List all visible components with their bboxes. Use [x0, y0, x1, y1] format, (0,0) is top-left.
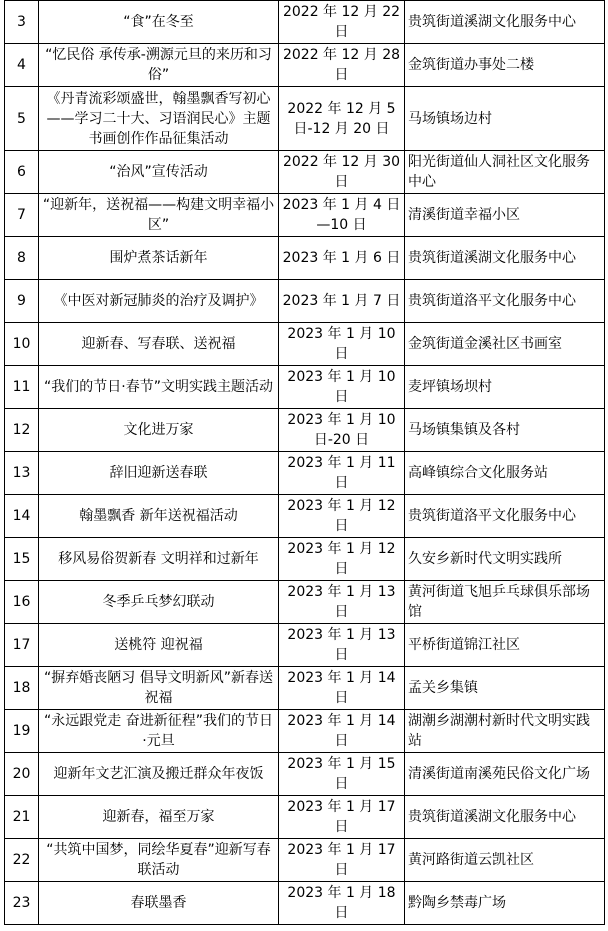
event-date: 2023 年 1 月 4 日—10 日: [279, 194, 405, 237]
event-location: 贵筑街道溪湖文化服务中心: [405, 237, 605, 280]
event-location: 马场镇场边村: [405, 87, 605, 151]
event-location: 麦坪镇场坝村: [405, 366, 605, 409]
table-row: [5, 323, 605, 366]
event-name: “治风”宣传活动: [39, 151, 279, 194]
event-date: 2023 年 1 月 12 日: [279, 538, 405, 581]
event-location: 金筑街道金溪社区书画室: [405, 323, 605, 366]
event-name: 迎新年文艺汇演及搬迁群众年夜饭: [39, 753, 279, 796]
row-number: 17: [5, 624, 39, 667]
row-number: 4: [5, 44, 39, 87]
table-row: [5, 538, 605, 581]
event-location: 清溪街道南溪苑民俗文化广场: [405, 753, 605, 796]
event-name: 移风易俗贺新春 文明祥和过新年: [39, 538, 279, 581]
event-name: 文化进万家: [39, 409, 279, 452]
event-name: 围炉煮茶话新年: [39, 237, 279, 280]
table-row: [5, 44, 605, 87]
event-location: 贵筑街道溪湖文化服务中心: [405, 1, 605, 44]
row-number: 5: [5, 87, 39, 151]
table-row: [5, 624, 605, 667]
event-name: “食”在冬至: [39, 1, 279, 44]
table-row: [5, 710, 605, 753]
table-row: [5, 839, 605, 882]
table-row: [5, 581, 605, 624]
event-location: 黔陶乡禁毒广场: [405, 882, 605, 925]
event-date: 2023 年 1 月 10 日: [279, 323, 405, 366]
event-date: 2023 年 1 月 7 日: [279, 280, 405, 323]
table-row: [5, 882, 605, 925]
table-row: [5, 667, 605, 710]
event-date: 2023 年 1 月 15 日: [279, 753, 405, 796]
table-row: [5, 366, 605, 409]
events-table-body: [5, 1, 605, 925]
row-number: 6: [5, 151, 39, 194]
event-date: 2023 年 1 月 10 日: [279, 366, 405, 409]
row-number: 16: [5, 581, 39, 624]
event-date: 2023 年 1 月 17 日: [279, 839, 405, 882]
row-number: 18: [5, 667, 39, 710]
event-date: 2023 年 1 月 11 日: [279, 452, 405, 495]
event-date: 2023 年 1 月 12 日: [279, 495, 405, 538]
row-number: 21: [5, 796, 39, 839]
event-name: 翰墨飘香 新年送祝福活动: [39, 495, 279, 538]
row-number: 11: [5, 366, 39, 409]
event-location: 平桥街道锦江社区: [405, 624, 605, 667]
event-name: 春联墨香: [39, 882, 279, 925]
event-name: 迎新春，福至万家: [39, 796, 279, 839]
row-number: 10: [5, 323, 39, 366]
event-name: “摒弃婚丧陋习 倡导文明新风”新春送祝福: [39, 667, 279, 710]
row-number: 20: [5, 753, 39, 796]
event-date: 2022 年 12 月 22 日: [279, 1, 405, 44]
event-name: “忆民俗 承传承-溯源元旦的来历和习俗”: [39, 44, 279, 87]
event-location: 阳光街道仙人洞社区文化服务中心: [405, 151, 605, 194]
table-row: [5, 280, 605, 323]
event-location: 贵筑街道洛平文化服务中心: [405, 495, 605, 538]
event-date: 2022 年 12 月 5 日-12 月 20 日: [279, 87, 405, 151]
row-number: 19: [5, 710, 39, 753]
event-name: 冬季乒乓梦幻联动: [39, 581, 279, 624]
event-date: 2023 年 1 月 13 日: [279, 581, 405, 624]
event-location: 贵筑街道溪湖文化服务中心: [405, 796, 605, 839]
event-location: 高峰镇综合文化服务站: [405, 452, 605, 495]
table-row: [5, 452, 605, 495]
event-name: “迎新年，送祝福——构建文明幸福小区”: [39, 194, 279, 237]
table-row: [5, 87, 605, 151]
event-date: 2023 年 1 月 10 日-20 日: [279, 409, 405, 452]
event-date: 2022 年 12 月 30 日: [279, 151, 405, 194]
event-location: 黄河路街道云凯社区: [405, 839, 605, 882]
table-row: [5, 194, 605, 237]
event-date: 2023 年 1 月 17 日: [279, 796, 405, 839]
event-location: 马场镇集镇及各村: [405, 409, 605, 452]
table-row: [5, 409, 605, 452]
table-row: [5, 753, 605, 796]
event-name: “我们的节日·春节”文明实践主题活动: [39, 366, 279, 409]
event-date: 2023 年 1 月 13 日: [279, 624, 405, 667]
event-date: 2023 年 1 月 18 日: [279, 882, 405, 925]
row-number: 7: [5, 194, 39, 237]
table-row: [5, 151, 605, 194]
event-name: 辞旧迎新送春联: [39, 452, 279, 495]
event-location: 黄河街道飞旭乒乓球俱乐部场馆: [405, 581, 605, 624]
event-date: 2023 年 1 月 14 日: [279, 710, 405, 753]
event-name: 《丹青流彩颂盛世，翰墨飘香写初心——学习二十大、习语润民心》主题书画创作作品征集活动: [39, 87, 279, 151]
row-number: 22: [5, 839, 39, 882]
event-name: “永远跟党走 奋进新征程”我们的节日·元旦: [39, 710, 279, 753]
event-name: 迎新春、写春联、送祝福: [39, 323, 279, 366]
table-row: [5, 495, 605, 538]
event-location: 金筑街道办事处二楼: [405, 44, 605, 87]
table-row: [5, 796, 605, 839]
event-location: 孟关乡集镇: [405, 667, 605, 710]
event-name: 送桃符 迎祝福: [39, 624, 279, 667]
event-name: 《中医对新冠肺炎的治疗及调护》: [39, 280, 279, 323]
event-location: 贵筑街道洛平文化服务中心: [405, 280, 605, 323]
event-date: 2022 年 12 月 28 日: [279, 44, 405, 87]
event-location: 清溪街道幸福小区: [405, 194, 605, 237]
row-number: 13: [5, 452, 39, 495]
row-number: 23: [5, 882, 39, 925]
event-location: 久安乡新时代文明实践所: [405, 538, 605, 581]
event-name: “共筑中国梦，同绘华夏春”迎新写春联活动: [39, 839, 279, 882]
events-table: [4, 0, 605, 925]
table-row: [5, 237, 605, 280]
row-number: 15: [5, 538, 39, 581]
row-number: 14: [5, 495, 39, 538]
row-number: 12: [5, 409, 39, 452]
event-location: 湖潮乡湖潮村新时代文明实践站: [405, 710, 605, 753]
event-date: 2023 年 1 月 6 日: [279, 237, 405, 280]
row-number: 9: [5, 280, 39, 323]
row-number: 8: [5, 237, 39, 280]
table-row: [5, 1, 605, 44]
event-date: 2023 年 1 月 14 日: [279, 667, 405, 710]
row-number: 3: [5, 1, 39, 44]
